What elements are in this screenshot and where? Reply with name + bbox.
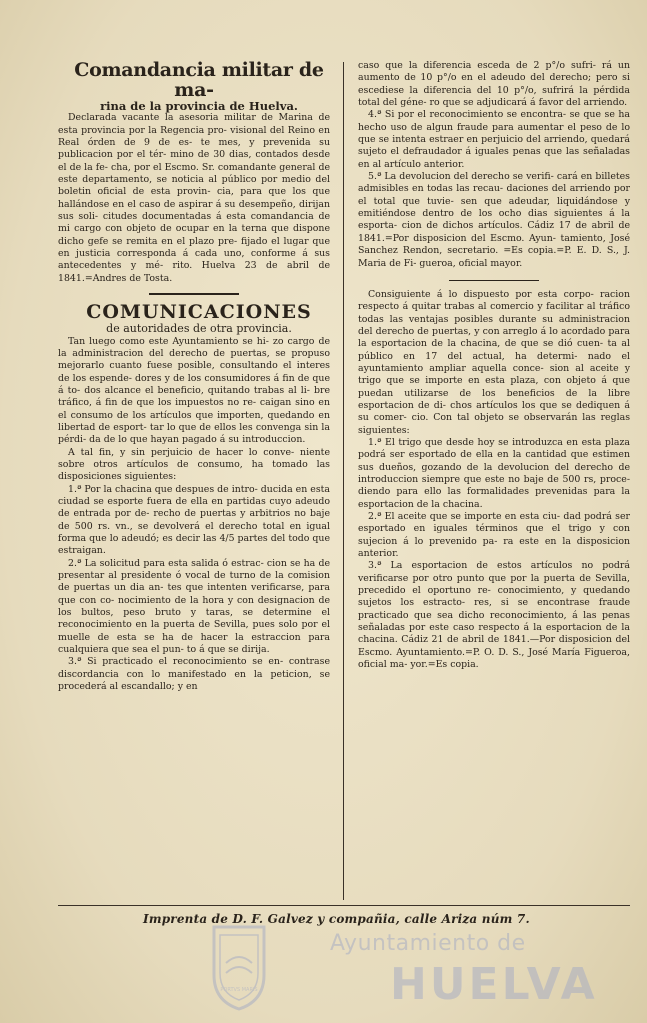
watermark-line1: Ayuntamiento de (330, 931, 526, 956)
section-divider (149, 293, 239, 295)
watermark-line2: HUELVA (390, 959, 598, 1010)
paragraph-continuacion: caso que la diferencia esceda de 2 p°/o sufri- rá un aumento de 10 p°/o en el adeudo del derecho; pero si escediese la diferencia del 10 p°/o, sufrirá la pérdida total del géne- ro que se adjudicará á favor del arriendo. (358, 60, 630, 109)
heading-comandancia-cont: rina de la provincia de Huelva. (100, 99, 298, 113)
shield-text: PORTVS MARIS (220, 987, 258, 993)
paragraph-regla-4: 4.ª Si por el reconocimiento se encontra- se que se ha hecho uso de algun fraude para aumentar el peso de lo que se intenta estraer en perjuicio del arriendo, quedará sujeto el defraudador á iguales penas que las señaladas en al artículo anterior. (358, 109, 630, 170)
coat-of-arms-icon (210, 923, 268, 1013)
heading-comunicaciones: COMUNICACIONES (86, 301, 312, 324)
paragraph-esportacion: 3.ª La esportacion de estos artículos no podrá verificarse por otro punto que por la puerta de Sevilla, precedido el oportuno re- conocimiento, y quedando sujetos los estracto- res, si se encontrase fraude practicado que sea dicho reconocimiento, á las penas señaladas por este caso respecto á la esportacion de la chacina. Cádiz 21 de abril de 1841.—Por disposicion del Escmo. Ayuntamiento.=P. O. D. S., José María Figueroa, oficial ma- yor.=Es copia. (358, 560, 630, 671)
archive-watermark (210, 915, 640, 1020)
paragraph-regla-5: 5.ª La devolucion del derecho se verifi- cará en billetes admisibles en todas las recau- daciones del arriendo por el total que tuvie- sen que adeudar, liquidándose y emitiéndose dentro de los ocho dias siguientes á la esporta- cion de dichos artículos. Cádiz 17 de abril de 1841.=Por disposicion del Escmo. Ayun- tamiento, José Sanchez Rendon, secretario. =Es copia.=P. E. D. S., J. Maria de Fi- gueroa, oficial mayor. (358, 171, 630, 269)
paragraph-aceite: 2.ª El aceite que se importe en esta ciu- dad podrá ser esportado en iguales términos que el trigo y con sujecion á lo prevenido pa- ra este en la disposicion anterior. (358, 511, 630, 560)
paragraph-regla-2: 2.ª La solicitud para esta salida ó estrac- cion se ha de presentar al presidente ó vocal de turno de la comision de puertas un dia an- tes que intenten verificarse, para que con co- nocimiento de la hora y con designacion de los bultos, peso bruto y taras, se determine el reconocimiento en la puerta de Sevilla, pues solo por el muelle de esta se ha de hacer la estraccion para cualquiera que sea el pun- to á que se dirija. (58, 557, 330, 656)
paragraph-a-tal-fin: A tal fin, y sin perjuicio de hacer lo conve- niente sobre otros artículos de consumo, ha tomado las disposiciones siguientes: (58, 446, 330, 483)
paragraph-regla-1: 1.ª Por la chacina que despues de intro- ducida en esta ciudad se esporte fuera de ella en partidas cuyo adeudo de entrada por de- recho de puertas y arbitrios no baje de 500 rs. vn., se devolverá el derecho total en igual forma que lo adeudó; es decir las 4/5 partes del todo que estraigan. (58, 483, 330, 557)
paragraph-regla-3: 3.ª Si practicado el reconocimiento se en- contrase discordancia con lo manifestado en la peticion, se procederá al escandallo; y en (58, 656, 330, 693)
heading-comandancia: Comandancia militar de ma- (74, 59, 324, 101)
paragraph-trigo: 1.ª El trigo que desde hoy se introduzca en esta plaza podrá ser esportado de ella en la cantidad que estimen sus dueños, gozando de la devolucion del derecho de introduccion siempre que este no baje de 500 rs, proce- diendo para ello las formalidades prevenidas para la esportacion de la chacina. (358, 436, 630, 510)
column-divider (343, 62, 344, 900)
left-column (58, 60, 330, 693)
heading-comunicaciones-sub: de autoridades de otra provincia. (106, 322, 292, 336)
paragraph-vacante: Declarada vacante la asesoria militar de Marina de esta provincia por la Regencia pro- visional del Reino en Real órden de 9 de es- te mes, y prevenida su publicacion por el tér- mino de 30 dias, contados desde el de la fe- cha, por el Escmo. Sr. comandante general de este departamento, se noticia al público por medio del boletin oficial de esta provin- cia, para que los que hallándose en el caso de aspirar á su desempeño, dirijan sus soli- citudes documentadas á esta comandancia de mi cargo con objeto de ocupar en la terna que dispone dicho gefe se remita en el plazo pre- fijado el lugar que en justicia corresponda á cada uno, conforme á sus antecedentes y mé- rito. Huelva 23 de abril de 1841.=Andres de Tosta. (58, 112, 330, 284)
paragraph-ayuntamiento: Tan luego como este Ayuntamiento se hi- zo cargo de la administracion del derecho de puertas, se propuso mejorarlo cuanto fuese posible, consultando el interes de los espende- dores y de los consumidores á fin de que á to- dos alcance el beneficio, quitando trabas al li- bre tráfico, á fin de que los impuestos no re- caigan sino en el consumo de los artículos que importen, quedando en libertad de esport- tar lo que de ellos les convenga sin la pérdi- da de lo que hayan pagado á su introduccion. (58, 335, 330, 446)
paragraph-consiguiente: Consiguiente á lo dispuesto por esta corpo- racion respecto á quitar trabas al comercio y facilitar al tráfico todas las ventajas posibles durante su administracion del derecho de puertas, y con arreglo á lo acordado para la esportacion de la chacina, de que se dió cuen- ta al público en 17 del actual, ha determi- nado el ayuntamiento ampliar aquella conce- sion al aceite y trigo que se importe en esta plaza, con objeto á que puedan utilizarse de los beneficios de la libre esportacion de di- chos artículos los que se dediquen á su comer- cio. Con tal objeto se observarán las reglas siguientes: (358, 288, 630, 436)
printer-imprint: Imprenta de D. F. Galvez y compañia, calle Ariza núm 7. (143, 912, 530, 926)
section-divider-right (449, 280, 539, 281)
footer-rule (58, 905, 630, 906)
right-column (358, 60, 630, 672)
